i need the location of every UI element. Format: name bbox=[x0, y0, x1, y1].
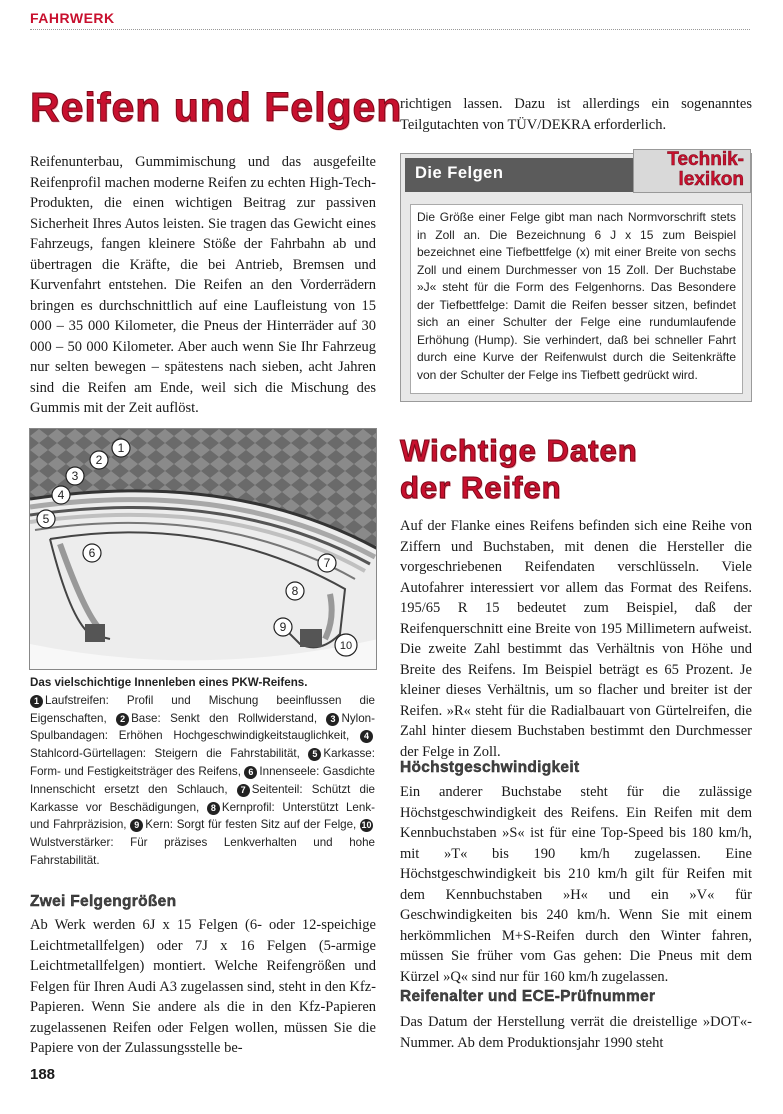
svg-text:7: 7 bbox=[323, 556, 331, 570]
caption-item: 10Wulstverstärker: Für präzises Lenkverhalten und hohe Fahrstabilität. bbox=[30, 820, 375, 867]
caption-item: 9 Kern: Sorgt für festen Sitz auf der Felge, bbox=[130, 818, 356, 831]
figure-caption bbox=[30, 674, 375, 870]
technik-lexikon-badge bbox=[633, 149, 751, 193]
marker-9 bbox=[274, 618, 292, 636]
badge-line-2: lexikon bbox=[678, 169, 744, 190]
lexikon-heading-bar bbox=[405, 158, 635, 192]
caption-item: 7 Seitenteil: Schützt die Karkasse vor Beschädigungen, bbox=[30, 782, 375, 814]
svg-text:1: 1 bbox=[117, 441, 125, 455]
tire-cross-section-figure bbox=[29, 428, 377, 670]
section-header bbox=[30, 10, 750, 30]
svg-text:9: 9 bbox=[279, 620, 287, 634]
marker-4 bbox=[52, 486, 70, 504]
zwei-felgengroessen-heading: Zwei Felgengrößen bbox=[30, 893, 177, 910]
daten-title bbox=[400, 432, 638, 506]
svg-text:10: 10 bbox=[339, 640, 353, 652]
intro-paragraph: Reifenunterbau, Gummimischung und das ausgefeilte Reifenprofil machen moderne Reifen zu echten High-Tech-Produkten, die einen wichtigen Beitrag zur passiven Sicherheit Ihres Autos leisten. Sie tragen das Gewicht eines Fahrzeugs, fangen kleinere Stöße der Fahrbahn ab und übertragen die Kräfte, die bei Antrieb, Bremsen und Kurvenfahrt entstehen. Die Reifen an den Vorderrädern bringen es durchschnittlich auf eine Laufleistung von 15 000 – 35 000 Kilometer, die Pneus der Hinterräder auf 30 000 – 50 000 Kilometer. Aber auch wenn Sie Ihr Fahrzeug nur selten bewegen – spätestens nach sieben, acht Jahren sind die Reifen am Ende, weil sich die Mischung des Gummis mit der Zeit auflöst. bbox=[30, 154, 376, 416]
marker-8 bbox=[286, 582, 304, 600]
caption-item: 8 Kernprofil: Unterstützt Lenk- und Fahrpräzision, bbox=[30, 800, 375, 832]
page-number: 188 bbox=[30, 1066, 56, 1083]
marker-3 bbox=[66, 467, 84, 485]
caption-item: 6 Innenseele: Gasdichte Innenschicht ersetzt den Schlauch, bbox=[30, 764, 375, 796]
badge-line-1: Technik- bbox=[667, 149, 744, 170]
caption-item: 4Stahlcord-Gürtellagen: Steigern die Fahrstabilität, bbox=[30, 729, 375, 760]
svg-text:6: 6 bbox=[88, 546, 96, 560]
svg-text:8: 8 bbox=[291, 584, 299, 598]
header-rule bbox=[30, 29, 750, 30]
zwei-felgengroessen-text: Ab Werk werden 6J x 15 Felgen (6- oder 12-speichige Leichtmetallfelgen) oder 7J x 16 Felgen (5-armige Leichtmetallfelgen) montiert. Welche Reifengrößen und Felgen für Ihren Audi A3 zugelassen sind, steht in den Kfz-Papieren. Wenn Sie andere als die in den Kfz-Papieren zugelassenen Reifen oder Felgen wollen, müssen Sie die Papiere von der Zulassungsstelle be- bbox=[30, 917, 376, 1056]
lexikon-heading: Die Felgen bbox=[415, 164, 504, 182]
daten-text: Auf der Flanke eines Reifens befinden sich eine Reihe von Ziffern und Buchstaben, mit denen die Hersteller die vorgeschriebenen Reifendaten verschlüsseln. Viele Autofahrer interessiert vor allem das Format des Reifens. 195/65 R 15 bedeutet zum Beispiel, daß der Reifenquerschnitt eine Breite von 195 Millimetern aufweist. Die zweite Zahl bestimmt das Verhältnis von Höhe und Breite des Reifens. Im Beispiel beträgt es 65 Prozent. Je kleiner dieses Verhältnis, um so flacher und breiter ist der Reifen. »R« steht für die Radialbauart von Gürtelreifen, die Zahl hinter diesem Buchstaben bestimmt den Durchmesser der Felge in Zoll. bbox=[400, 518, 752, 760]
article-title: Reifen und Felgen bbox=[30, 84, 403, 130]
hoechstgeschwindigkeit-text: Ein anderer Buchstabe steht für die zulässige Höchstgeschwindigkeit des Reifens. Ein Reifen mit dem Kennbuchstaben »S« ist für eine Top-Speed bis 180 km/h, mit »T« bis 190 km/h zugelassen. Eine Höchstgeschwindigkeit bis 210 km/h gilt für Reifen mit dem Kennbuchstaben »H« und ein »V« für Geschwindigkeiten bis 240 km/h. Wenn Sie mit einem herkömmlichen M+S-Reifen durch den Winter fahren, müssen Sie früher vom Gas gehen: Die Pneus mit dem Kürzel »Q« sind nur für 160 km/h zugelassen. bbox=[400, 784, 752, 985]
caption-item: 3 Nylon-Spulbandagen: Erhöhen Hochgeschwindigkeitstauglichkeit, bbox=[30, 711, 375, 743]
reifenalter-text: Das Datum der Herstellung verrät die dreistellige »DOT«-Nummer. Ab dem Produktionsjahr 1990 steht bbox=[400, 1014, 752, 1051]
marker-5 bbox=[37, 510, 55, 528]
caption-item: 5 Karkasse: Form- und Festigkeitsträger des Reifens, bbox=[30, 747, 375, 778]
marker-6 bbox=[83, 544, 101, 562]
caption-title: Das vielschichtige Innenleben eines PKW-Reifens. bbox=[30, 676, 308, 689]
caption-item: 1 Laufstreifen: Profil und Mischung beeinflussen die Eigenschaften, bbox=[30, 693, 375, 725]
reifenalter-heading: Reifenalter und ECE-Prüfnummer bbox=[400, 988, 656, 1005]
marker-7 bbox=[318, 554, 336, 572]
svg-text:3: 3 bbox=[71, 469, 79, 483]
svg-text:2: 2 bbox=[95, 453, 103, 467]
tire-markers bbox=[30, 429, 377, 670]
svg-text:5: 5 bbox=[42, 512, 50, 526]
marker-2 bbox=[90, 451, 108, 469]
section-label: FAHRWERK bbox=[30, 10, 115, 26]
marker-1 bbox=[112, 439, 130, 457]
continuation-text: richtigen lassen. Dazu ist allerdings ein sogenanntes Teilgutachten von TÜV/DEKRA erforderlich. bbox=[400, 96, 752, 133]
hoechstgeschwindigkeit-heading: Höchstgeschwindigkeit bbox=[400, 759, 580, 776]
daten-title-line-1: Wichtige Daten bbox=[400, 433, 638, 468]
lexikon-text: Die Größe einer Felge gibt man nach Normvorschrift stets in Zoll an. Die Bezeichnung 6 J x 15 zum Beispiel bezeichnet eine Tiefbettfelge (x) mit einer Breite von sechs Zoll und einem Durchmesser von 15 Zoll. Der Buchstabe »J« steht für die Form des Felgenhorns. Das Besondere der Tiefbettfelge: Damit die Reifen besser sitzen, befindet sich an einer Schulter der Felge eine rundumlaufende Erhöhung (Hump). Sie verhindert, daß bei schneller Fahrt durch eine Kurve der Reifenwulst durch die Seitenkräfte von der Schulter der Felge ins Tiefbett gedrückt wird. bbox=[410, 204, 743, 394]
daten-title-line-2: der Reifen bbox=[400, 470, 562, 505]
technik-lexikon-box bbox=[400, 149, 752, 402]
caption-item: 2 Base: Senkt den Rollwiderstand, bbox=[116, 712, 317, 725]
marker-10 bbox=[335, 634, 357, 656]
svg-text:4: 4 bbox=[57, 488, 65, 502]
